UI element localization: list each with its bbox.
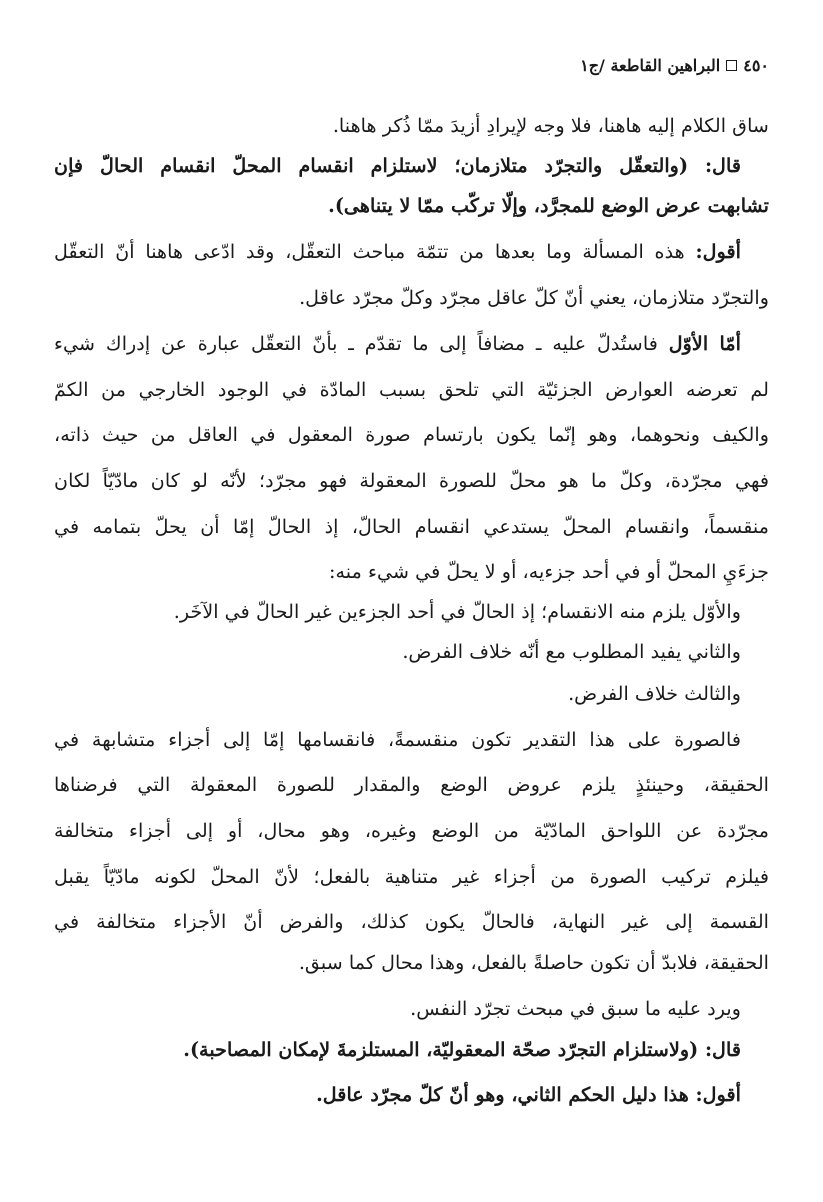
text-line: أمّا الأوّل فاستُدلّ عليه ـ مضافاً إلى ما تقدّم ـ بأنّ التعقّل عبارة عن إدراك شيء [54,332,741,355]
text-line: فالصورة على هذا التقدير تكون منقسمةً، فانقسامها إمّا إلى أجزاء متشابهة في [54,728,741,751]
text-line: مجرّدة عن اللواحق المادّيّة من الوضع وغيره، وهو محال، أو إلى أجزاء متخالفة [54,819,769,842]
page-header [54,56,769,75]
page-number: ٤٥٠ [743,56,769,75]
text-line: ساق الكلام إليه هاهنا، فلا وجه لإيرادِ أزيدَ ممّا ذُكر هاهنا. [332,114,769,137]
text-line: القسمة إلى غير النهاية، فالحالّ يكون كذلك، والفرض أنّ الأجزاء متخالفة في [54,910,769,933]
text-line: ويرد عليه ما سبق في مبحث تجرّد النفس. [410,997,741,1020]
text-line: أقول: هذا دليل الحكم الثاني، وهو أنّ كلّ مجرّد عاقل. [316,1083,741,1106]
text-line: قال: (والتعقّل والتجرّد متلازمان؛ لاستلزام انقسام المحلّ انقسام الحالّ فإن [54,154,741,177]
text-line: والكيف ونحوهما، وهو إنّما يكون بارتسام صورة المعقول في العاقل من حيث ذاته، [54,423,769,446]
text-line: تشابهت عرض الوضع للمجرَّد، وإلّا تركّب ممّا لا يتناهى). [328,194,769,217]
text-line: فيلزم تركيب الصورة من أجزاء غير متناهية بالفعل؛ لأنّ المحلّ لكونه مادّيّاً يقبل [54,865,769,888]
text-line: والثالث خلاف الفرض. [568,682,741,705]
square-separator-icon [726,60,737,71]
text-line: أقول: هذه المسألة وما بعدها من تتمّة مباحث التعقّل، وقد ادّعى هاهنا أنّ التعقّل [54,240,741,263]
text-line: الحقيقة، فلابدّ أن تكون حاصلةً بالفعل، وهذا محال كما سبق. [298,951,769,974]
text-line: لم تعرضه العوارض الجزئيّة التي تلحق بسبب المادّة في الوجود الخارجي من الكمّ [54,378,769,401]
text-line: والأوّل يلزم منه الانقسام؛ إذ الحالّ في أحد الجزءين غير الحالّ في الآخَر. [173,600,741,623]
text-line: قال: (ولاستلزام التجرّد صحّة المعقوليّة، المستلزمةَ لإمكان المصاحبة). [183,1038,741,1061]
text-line: منقسماً، وانقسام المحلّ يستدعي انقسام الحالّ، إذ الحالّ إمّا أن يحلّ بتمامه في [54,515,769,538]
running-title: البراهين القاطعة /ج١ [580,56,721,75]
text-line: الحقيقة، وحينئذٍ يلزم عروض الوضع والمقدار للصورة المعقولة التي فرضناها [54,773,769,796]
text-line: والتجرّد متلازمان، يعني أنّ كلّ عاقل مجرّد وكلّ مجرّد عاقل. [299,286,769,309]
text-line: فهي مجرّدة، وكلّ ما هو محلّ للصورة المعقولة فهو مجرّد؛ لأنّه لو كان مادّيّاً لكان [54,469,769,492]
text-line: جزءَيِ المحلّ أو في أحد جزءيه، أو لا يحلّ في شيء منه: [329,560,769,583]
text-line: والثاني يفيد المطلوب مع أنّه خلاف الفرض. [402,640,741,663]
